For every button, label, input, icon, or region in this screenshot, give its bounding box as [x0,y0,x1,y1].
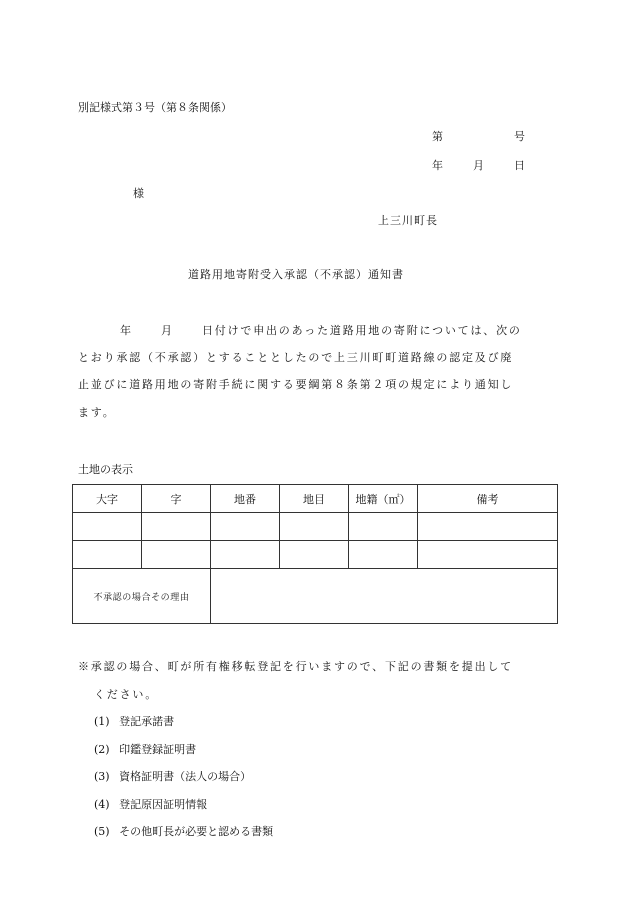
table-cell [73,513,142,541]
table-cell [142,541,211,569]
date-day: 日 [514,159,525,172]
list-item-text: 資格証明書（法人の場合） [119,770,252,783]
table-cell [211,541,280,569]
list-item-text: その他町長が必要と認める書類 [119,825,274,838]
table-cell [280,513,349,541]
list-item-text: 印鑑登録証明書 [119,743,197,756]
table-cell [73,541,142,569]
column-header: 大字 [73,485,142,513]
date-year: 年 [432,159,443,172]
table-cell [418,541,558,569]
list-item [94,768,251,784]
body-line-2: とおり承認（不承認）とすることとしたので上三川町町道路線の認定及び廃 [78,351,514,364]
column-header: 備考 [418,485,558,513]
sender-name: 上三川町長 [378,214,438,227]
reason-value [211,569,558,624]
body-month: 月 [161,324,172,337]
table-row [73,541,558,569]
list-item [94,796,207,812]
list-item-number: (4) [94,798,110,811]
doc-number-prefix: 第 [432,130,443,143]
reason-row [73,569,558,624]
list-item-text: 登記原因証明情報 [119,798,208,811]
column-header: 地目 [280,485,349,513]
list-item [94,823,273,839]
reason-label: 不承認の場合その理由 [73,569,211,624]
notes-line-1: ※承認の場合、町が所有権移転登記を行いますので、下記の書類を提出して [78,660,513,673]
table-cell [349,541,418,569]
doc-number-suffix: 号 [514,130,525,143]
table-cell [211,513,280,541]
list-item-number: (2) [94,743,110,756]
body-line-1: 日付けで申出のあった道路用地の寄附については、次の [202,324,522,337]
table-cell [280,541,349,569]
column-header: 地番 [211,485,280,513]
list-item-number: (3) [94,770,110,783]
land-table [72,484,558,624]
land-heading: 土地の表示 [78,463,133,476]
table-cell [349,513,418,541]
list-item-number: (1) [94,715,110,728]
list-item [94,713,174,729]
document-title: 道路用地寄附受入承認（不承認）通知書 [188,268,404,281]
body-line-3: 止並びに道路用地の寄附手続に関する要綱第８条第２項の規定により通知し [78,378,514,391]
list-item [94,741,196,757]
list-item-text: 登記承諾書 [119,715,175,728]
body-year: 年 [120,324,131,337]
table-row [73,513,558,541]
list-item-number: (5) [94,825,110,838]
notes-line-2: ください。 [94,688,158,701]
table-cell [418,513,558,541]
column-header: 字 [142,485,211,513]
form-label: 別記様式第３号（第８条関係） [78,101,232,114]
body-line-4: ます。 [78,406,116,419]
column-header: 地籍（㎡） [349,485,418,513]
land-table-header [73,485,558,513]
addressee-suffix: 様 [133,187,144,200]
date-month: 月 [473,159,484,172]
table-cell [142,513,211,541]
